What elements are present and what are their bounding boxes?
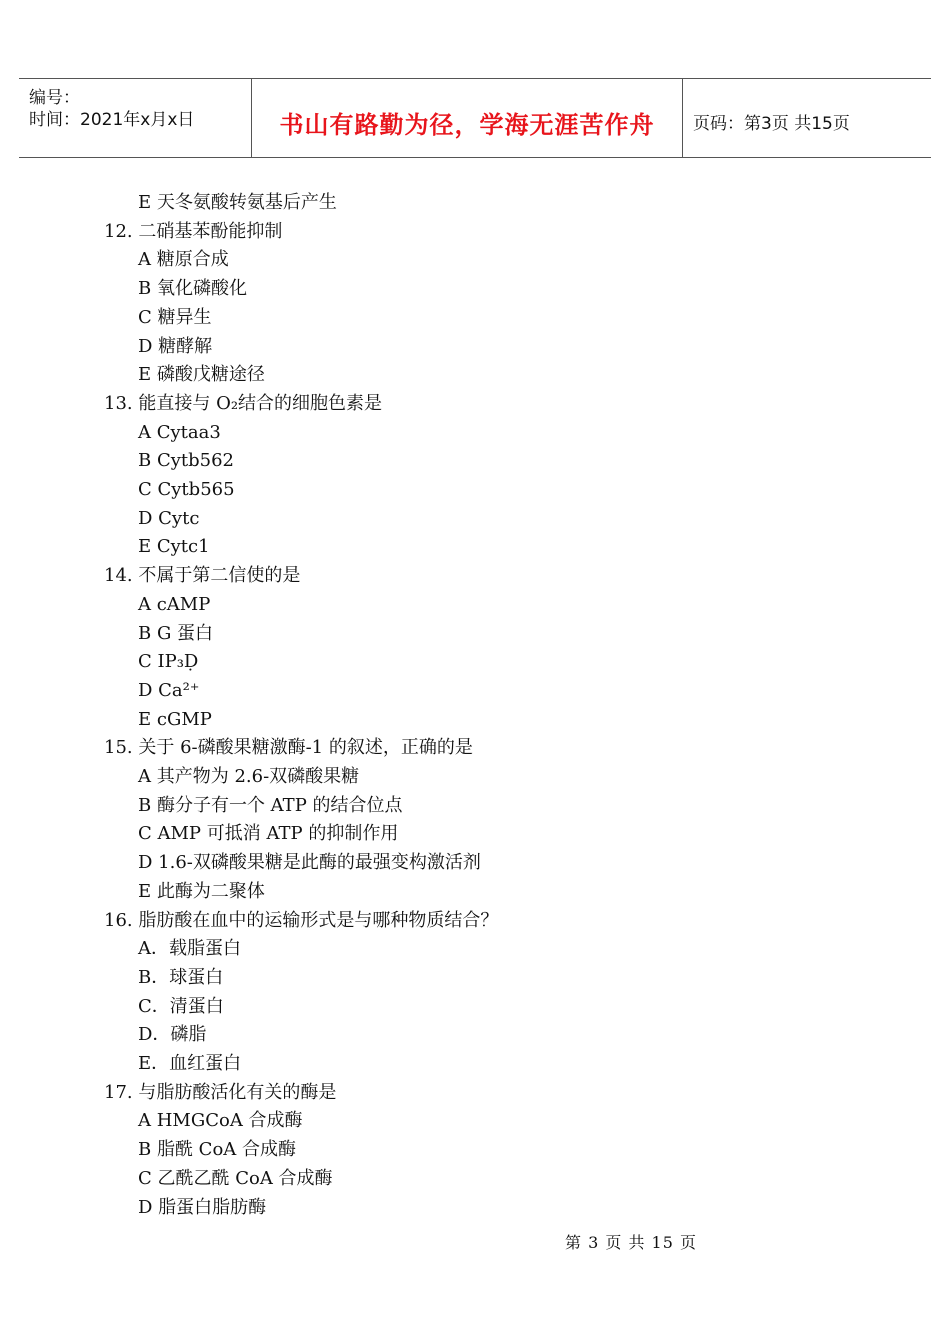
option-text: C IP₃Ḍ [138,651,199,673]
option-text: C 乙酰乙酰 CoA 合成酶 [138,1167,333,1189]
option-text: C 糖异生 [138,306,212,328]
option-text: C AMP 可抵消 ATP 的抑制作用 [138,823,399,845]
option-text: E 磷酸戊糖途径 [138,364,265,386]
option-text: D 1.6-双磷酸果糖是此酶的最强变构激活剂 [138,852,481,874]
option-text: D 糖酵解 [138,335,213,357]
option-text: D Ca²⁺ [138,679,200,701]
question-text: 13. 能直接与 O₂结合的细胞色素是 [104,392,383,414]
option-text: C．清蛋白 [138,995,224,1017]
option-text: B 氧化磷酸化 [138,278,247,300]
page-header [19,78,931,158]
option-text: B．球蛋白 [138,966,224,988]
option-text: A HMGCoA 合成酶 [138,1110,303,1132]
option-text: E 天冬氨酸转氨基后产生 [138,192,337,213]
option-text: A．载脂蛋白 [138,938,241,960]
option-text: E cGMP [138,708,212,730]
page-footer: 第 3 页 共 15 页 [565,1233,697,1252]
motto: 书山有路勤为径，学海无涯苦作舟 [279,111,655,139]
header-page-info: 页码：第3页 共15页 [693,114,850,134]
question-text: 12. 二硝基苯酚能抑制 [104,220,283,242]
question-text: 16. 脂肪酸在血中的运输形式是与哪种物质结合？ [104,909,499,931]
header-motto-cell [252,79,683,157]
option-text: A Cytaa3 [138,421,221,443]
option-text: B 脂酰 CoA 合成酶 [138,1139,297,1161]
option-text: D Cytc [138,507,200,529]
time-label: 时间：2021年x月x日 [29,110,195,130]
header-page-cell [683,79,931,157]
option-text: B 酶分子有一个 ATP 的结合位点 [138,794,403,816]
option-text: A 其产物为 2.6-双磷酸果糖 [138,766,360,787]
question-text: 15. 关于 6-磷酸果糖激酶-1 的叙述，正确的是 [104,737,473,759]
question-text: 14. 不属于第二信使的是 [104,565,301,587]
option-text: D．磷脂 [138,1024,207,1046]
option-text: A cAMP [138,593,211,615]
option-text: E．血红蛋白 [138,1053,242,1074]
number-label: 编号： [29,88,80,108]
option-text: D 脂蛋白脂肪酶 [138,1196,267,1218]
header-meta-cell [19,79,252,157]
option-text: E Cytc1 [138,536,210,558]
option-text: C Cytb565 [138,479,235,500]
question-text: 17. 与脂肪酸活化有关的酶是 [104,1081,337,1103]
option-text: E 此酶为二聚体 [138,880,265,902]
option-text: B G 蛋白 [138,622,214,644]
option-text: B Cytb562 [138,450,235,472]
option-text: A 糖原合成 [138,249,229,271]
